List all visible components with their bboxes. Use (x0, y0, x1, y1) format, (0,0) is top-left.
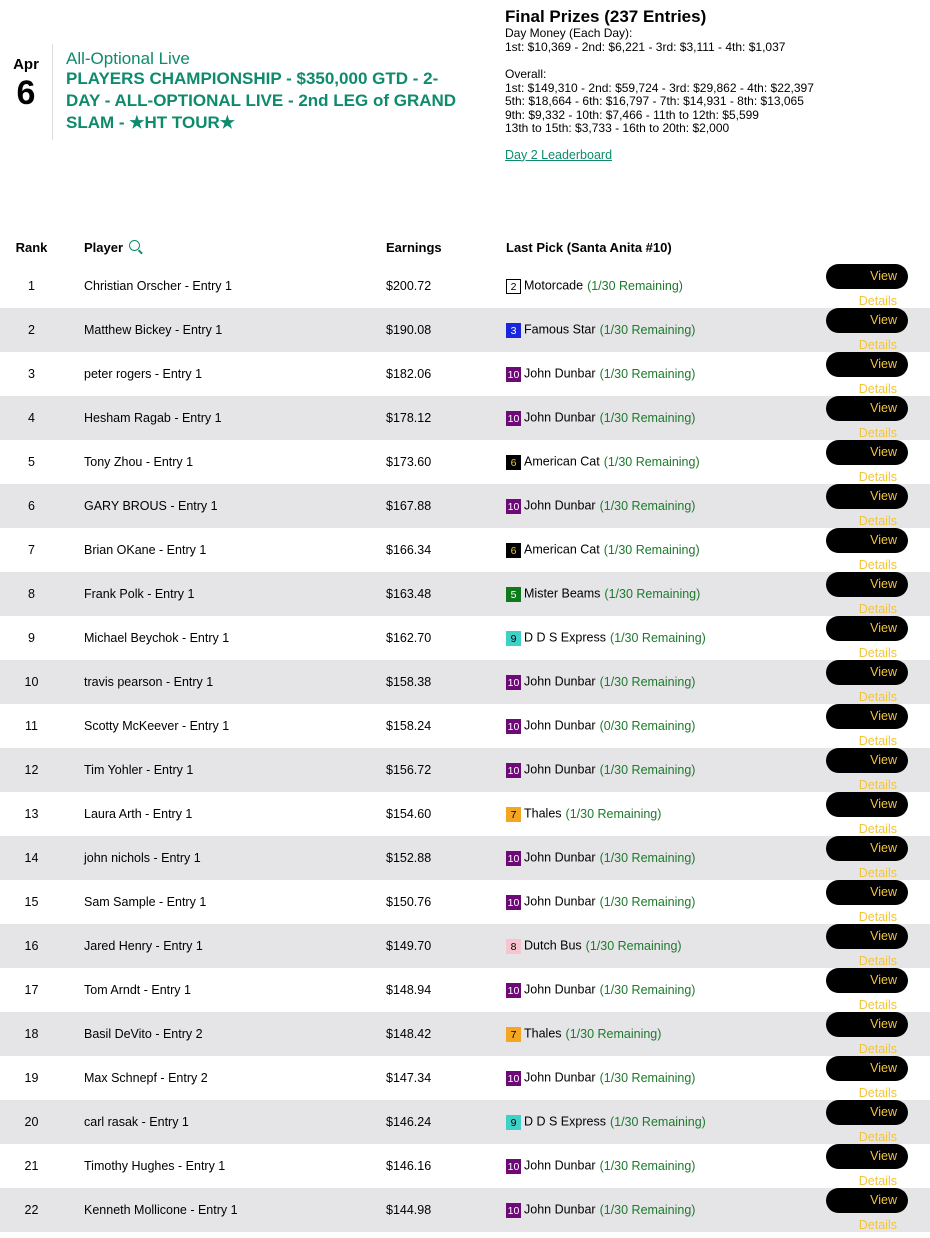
view-details-button[interactable]: View Details (826, 1012, 908, 1037)
program-number-badge: 10 (507, 764, 520, 777)
remaining-count: (1/30 Remaining) (603, 543, 700, 558)
view-details-button[interactable]: View Details (826, 1188, 908, 1213)
actions-cell (826, 616, 930, 660)
rank-cell: 15 (24, 895, 39, 909)
rank-cell: 17 (24, 983, 39, 997)
table-row (0, 264, 930, 308)
divider (52, 44, 53, 140)
last-pick-cell (506, 352, 826, 396)
table-row (0, 396, 930, 440)
table-row (0, 440, 930, 484)
program-number-badge: 7 (506, 1027, 521, 1042)
table-header-row (0, 230, 930, 264)
program-number-badge: 10 (507, 368, 520, 381)
remaining-count: (1/30 Remaining) (587, 279, 683, 294)
player-name: Max Schnepf - Entry 2 (84, 1071, 208, 1085)
program-number-badge: 3 (506, 323, 521, 338)
actions-cell (826, 836, 930, 880)
last-pick-cell (506, 440, 826, 484)
earnings-cell: $182.06 (386, 367, 432, 381)
horse-name: D D S Express (524, 1115, 606, 1130)
horse-name: John Dunbar (524, 411, 596, 426)
player-name: Sam Sample - Entry 1 (84, 895, 207, 909)
program-number-badge: 10 (507, 984, 520, 997)
actions-cell (826, 968, 930, 1012)
horse-name: John Dunbar (524, 1203, 596, 1218)
horse-name: John Dunbar (524, 983, 596, 998)
actions-cell (826, 528, 930, 572)
horse-name: Mister Beams (524, 587, 601, 602)
program-number-badge: 6 (506, 455, 521, 470)
view-details-button[interactable]: View Details (826, 1144, 908, 1169)
header-player (63, 230, 365, 264)
player-name: peter rogers - Entry 1 (84, 367, 203, 381)
view-details-button[interactable]: View Details (826, 660, 908, 685)
table-row (0, 880, 930, 924)
actions-cell (826, 484, 930, 528)
view-details-button[interactable]: View Details (826, 528, 908, 553)
rank-cell: 20 (24, 1115, 39, 1129)
program-number-badge: 10 (507, 500, 520, 513)
program-number-badge: 10 (507, 896, 520, 909)
earnings-cell: $162.70 (386, 631, 432, 645)
player-name: GARY BROUS - Entry 1 (84, 499, 218, 513)
table-row (0, 836, 930, 880)
rank-cell: 13 (24, 807, 39, 821)
program-number-badge: 10 (507, 1072, 520, 1085)
view-details-button[interactable]: View Details (826, 352, 908, 377)
event-day: 6 (16, 74, 36, 112)
player-name: Kenneth Mollicone - Entry 1 (84, 1203, 238, 1217)
program-number-badge: 8 (506, 939, 521, 954)
last-pick-cell (506, 660, 826, 704)
actions-cell (826, 1012, 930, 1056)
remaining-count: (1/30 Remaining) (599, 367, 696, 382)
table-row (0, 704, 930, 748)
horse-name: Famous Star (524, 323, 596, 338)
header-rank: Rank (15, 239, 48, 255)
horse-name: Motorcade (524, 279, 584, 294)
earnings-cell: $149.70 (386, 939, 432, 953)
last-pick-cell (506, 308, 826, 352)
earnings-cell: $144.98 (386, 1203, 432, 1217)
header-last-pick: Last Pick (Santa Anita #10) (506, 239, 672, 255)
day-money-values: 1st: $10,369 - 2nd: $6,221 - 3rd: $3,111 - 4th: $1,037 (505, 39, 786, 54)
rank-cell: 14 (24, 851, 39, 865)
earnings-cell: $166.34 (386, 543, 432, 557)
final-prizes-panel (505, 7, 925, 162)
last-pick-cell (506, 1100, 826, 1144)
remaining-count: (1/30 Remaining) (604, 587, 701, 602)
rank-cell: 8 (28, 587, 35, 601)
actions-cell (826, 1100, 930, 1144)
rank-cell: 1 (28, 279, 35, 293)
remaining-count: (1/30 Remaining) (599, 983, 696, 998)
player-name: Jared Henry - Entry 1 (84, 939, 203, 953)
search-icon[interactable] (129, 240, 140, 251)
table-row (0, 660, 930, 704)
earnings-cell: $200.72 (386, 279, 432, 293)
last-pick-cell (506, 924, 826, 968)
table-row (0, 616, 930, 660)
header-earnings: Earnings (386, 239, 442, 255)
rank-cell: 22 (24, 1203, 39, 1217)
rank-cell: 5 (28, 455, 35, 469)
table-row (0, 968, 930, 1012)
earnings-cell: $146.24 (386, 1115, 432, 1129)
last-pick-cell (506, 1012, 826, 1056)
program-number-badge: 10 (507, 852, 520, 865)
remaining-count: (1/30 Remaining) (599, 323, 696, 338)
table-row (0, 748, 930, 792)
remaining-count: (1/30 Remaining) (609, 631, 706, 646)
view-details-button[interactable]: View Details (826, 1056, 908, 1081)
table-row (0, 308, 930, 352)
last-pick-cell (506, 836, 826, 880)
event-date (0, 56, 52, 112)
table-row (0, 484, 930, 528)
player-name: Brian OKane - Entry 1 (84, 543, 207, 557)
rank-cell: 12 (24, 763, 39, 777)
last-pick-cell (506, 748, 826, 792)
player-name: Tony Zhou - Entry 1 (84, 455, 194, 469)
view-details-button[interactable]: View Details (826, 748, 908, 773)
view-details-button[interactable]: View Details (826, 264, 908, 289)
actions-cell (826, 880, 930, 924)
earnings-cell: $154.60 (386, 807, 432, 821)
earnings-cell: $167.88 (386, 499, 432, 513)
remaining-count: (1/30 Remaining) (603, 455, 700, 470)
actions-cell (826, 792, 930, 836)
horse-name: D D S Express (524, 631, 606, 646)
remaining-count: (1/30 Remaining) (599, 763, 696, 778)
horse-name: John Dunbar (524, 367, 596, 382)
rank-cell: 21 (24, 1159, 39, 1173)
view-details-button[interactable]: View Details (826, 880, 908, 905)
player-name: carl rasak - Entry 1 (84, 1115, 189, 1129)
rank-cell: 2 (28, 323, 35, 337)
earnings-cell: $152.88 (386, 851, 432, 865)
player-name: Hesham Ragab - Entry 1 (84, 411, 222, 425)
rank-cell: 3 (28, 367, 35, 381)
table-row (0, 1056, 930, 1100)
table-row (0, 528, 930, 572)
horse-name: Thales (524, 1027, 562, 1042)
rank-cell: 7 (28, 543, 35, 557)
horse-name: John Dunbar (524, 851, 596, 866)
remaining-count: (1/30 Remaining) (599, 1159, 696, 1174)
player-name: Matthew Bickey - Entry 1 (84, 323, 223, 337)
last-pick-cell (506, 1188, 826, 1232)
rank-cell: 16 (24, 939, 39, 953)
last-pick-cell (506, 484, 826, 528)
remaining-count: (1/30 Remaining) (599, 675, 696, 690)
table-row (0, 572, 930, 616)
earnings-cell: $178.12 (386, 411, 432, 425)
program-number-badge: 10 (507, 1204, 520, 1217)
remaining-count: (1/30 Remaining) (565, 1027, 662, 1042)
last-pick-cell (506, 528, 826, 572)
overall-line: 13th to 15th: $3,733 - 16th to 20th: $2,000 (505, 121, 730, 135)
earnings-cell: $147.34 (386, 1071, 432, 1085)
view-details-button[interactable]: View Details (826, 396, 908, 421)
remaining-count: (1/30 Remaining) (599, 499, 696, 514)
player-name: Christian Orscher - Entry 1 (84, 279, 232, 293)
actions-cell (826, 308, 930, 352)
table-row (0, 1144, 930, 1188)
program-number-badge: 10 (507, 1160, 520, 1173)
player-name: travis pearson - Entry 1 (84, 675, 214, 689)
event-month: Apr (13, 56, 39, 73)
view-details-button[interactable]: View Details (826, 484, 908, 509)
last-pick-cell (506, 572, 826, 616)
actions-cell (826, 572, 930, 616)
actions-cell (826, 352, 930, 396)
horse-name: Dutch Bus (524, 939, 582, 954)
earnings-cell: $150.76 (386, 895, 432, 909)
view-details-button[interactable]: View Details (826, 440, 908, 465)
overall-line: 5th: $18,664 - 6th: $16,797 - 7th: $14,931 - 8th: $13,065 (505, 94, 804, 108)
program-number-badge: 5 (506, 587, 521, 602)
last-pick-cell (506, 704, 826, 748)
header-player-label: Player (84, 239, 124, 255)
last-pick-cell (506, 792, 826, 836)
rank-cell: 18 (24, 1027, 39, 1041)
table-row (0, 1012, 930, 1056)
program-number-badge: 9 (506, 1115, 521, 1130)
program-number-badge: 10 (507, 720, 520, 733)
earnings-cell: $148.42 (386, 1027, 432, 1041)
remaining-count: (1/30 Remaining) (565, 807, 662, 822)
remaining-count: (1/30 Remaining) (609, 1115, 706, 1130)
day-money-label: Day Money (Each Day): (505, 26, 633, 40)
actions-cell (826, 1188, 930, 1232)
horse-name: John Dunbar (524, 719, 596, 734)
rank-cell: 11 (25, 719, 38, 733)
last-pick-cell (506, 264, 826, 308)
actions-cell (826, 924, 930, 968)
remaining-count: (1/30 Remaining) (599, 851, 696, 866)
remaining-count: (1/30 Remaining) (599, 895, 696, 910)
event-title: PLAYERS CHAMPIONSHIP - $350,000 GTD - 2-DAY - ALL-OPTIONAL LIVE - 2nd LEG of GRAND SLAM - ★HT TOUR★ (66, 69, 457, 132)
view-details-button[interactable]: View Details (826, 836, 908, 861)
remaining-count: (1/30 Remaining) (599, 411, 696, 426)
day-2-leaderboard-link[interactable]: Day 2 Leaderboard (505, 147, 613, 162)
player-name: Scotty McKeever - Entry 1 (84, 719, 230, 733)
remaining-count: (1/30 Remaining) (585, 939, 682, 954)
program-number-badge: 10 (507, 676, 520, 689)
view-details-button[interactable]: View Details (826, 924, 908, 949)
horse-name: John Dunbar (524, 499, 596, 514)
rank-cell: 19 (24, 1071, 39, 1085)
player-name: Frank Polk - Entry 1 (84, 587, 195, 601)
prizes-title: Final Prizes (237 Entries) (505, 7, 707, 26)
last-pick-cell (506, 396, 826, 440)
actions-cell (826, 748, 930, 792)
horse-name: American Cat (524, 543, 600, 558)
overall-line: 9th: $9,332 - 10th: $7,466 - 11th to 12th: $5,599 (505, 107, 759, 122)
last-pick-cell (506, 1056, 826, 1100)
program-number-badge: 6 (506, 543, 521, 558)
actions-cell (826, 440, 930, 484)
remaining-count: (0/30 Remaining) (599, 719, 696, 734)
table-row (0, 352, 930, 396)
horse-name: John Dunbar (524, 1071, 596, 1086)
view-details-button[interactable]: View Details (826, 572, 908, 597)
rank-cell: 9 (28, 631, 35, 645)
view-details-button[interactable]: View Details (826, 1100, 908, 1125)
table-row (0, 1188, 930, 1232)
horse-name: John Dunbar (524, 763, 596, 778)
actions-cell (826, 660, 930, 704)
table-row (0, 1100, 930, 1144)
remaining-count: (1/30 Remaining) (599, 1071, 696, 1086)
actions-cell (826, 264, 930, 308)
last-pick-cell (506, 968, 826, 1012)
table-row (0, 924, 930, 968)
overall-label: Overall: (505, 67, 547, 81)
actions-cell (826, 1056, 930, 1100)
remaining-count: (1/30 Remaining) (599, 1203, 696, 1218)
earnings-cell: $148.94 (386, 983, 432, 997)
actions-cell (826, 396, 930, 440)
overall-line: 1st: $149,310 - 2nd: $59,724 - 3rd: $29,862 - 4th: $22,397 (505, 80, 814, 95)
horse-name: John Dunbar (524, 895, 596, 910)
player-name: john nichols - Entry 1 (84, 851, 201, 865)
player-name: Laura Arth - Entry 1 (84, 807, 193, 821)
rank-cell: 4 (28, 411, 35, 425)
earnings-cell: $173.60 (386, 455, 432, 469)
earnings-cell: $156.72 (386, 763, 432, 777)
last-pick-cell (506, 1144, 826, 1188)
horse-name: John Dunbar (524, 675, 596, 690)
view-details-button[interactable]: View Details (826, 308, 908, 333)
earnings-cell: $190.08 (386, 323, 432, 337)
horse-name: John Dunbar (524, 1159, 596, 1174)
rank-cell: 6 (28, 499, 35, 513)
player-name: Basil DeVito - Entry 2 (84, 1027, 203, 1041)
actions-cell (826, 704, 930, 748)
earnings-cell: $158.24 (386, 719, 432, 733)
program-number-badge: 9 (506, 631, 521, 646)
program-number-badge: 2 (506, 279, 521, 294)
earnings-cell: $163.48 (386, 587, 432, 601)
player-name: Tim Yohler - Entry 1 (84, 763, 194, 777)
view-details-button[interactable]: View Details (826, 616, 908, 641)
table-row (0, 792, 930, 836)
last-pick-cell (506, 880, 826, 924)
view-details-button[interactable]: View Details (826, 704, 908, 729)
leaderboard-table (0, 230, 930, 1232)
program-number-badge: 7 (506, 807, 521, 822)
last-pick-cell (506, 616, 826, 660)
view-details-button[interactable]: View Details (826, 968, 908, 993)
player-name: Timothy Hughes - Entry 1 (84, 1159, 226, 1173)
view-details-button[interactable]: View Details (826, 792, 908, 817)
earnings-cell: $158.38 (386, 675, 432, 689)
rank-cell: 10 (24, 675, 39, 689)
program-number-badge: 10 (507, 412, 520, 425)
actions-cell (826, 1144, 930, 1188)
player-name: Michael Beychok - Entry 1 (84, 631, 230, 645)
horse-name: Thales (524, 807, 562, 822)
player-name: Tom Arndt - Entry 1 (84, 983, 191, 997)
event-type: All-Optional Live (66, 49, 190, 68)
horse-name: American Cat (524, 455, 600, 470)
earnings-cell: $146.16 (386, 1159, 432, 1173)
